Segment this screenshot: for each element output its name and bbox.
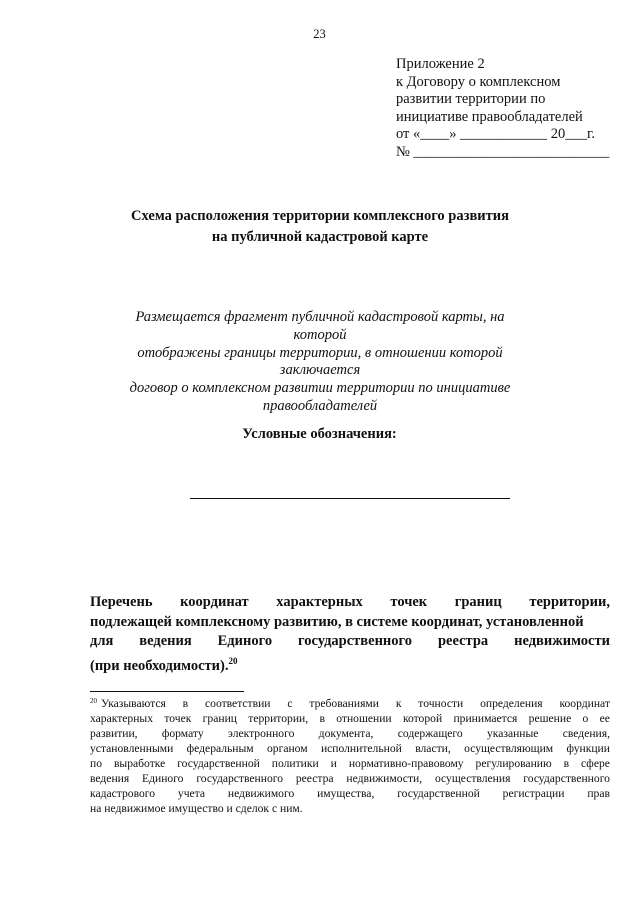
footnote-word: отношении bbox=[336, 712, 392, 725]
word: для bbox=[90, 633, 114, 649]
footnote-word: точности bbox=[418, 697, 464, 710]
placeholder-line: отображены границы территории, в отношении которой заключается bbox=[137, 344, 503, 379]
footnote-row bbox=[90, 756, 610, 771]
appendix-line: развитии территории по bbox=[396, 91, 546, 108]
footnote-last-line: на недвижимое имущество и сделок с ним. bbox=[90, 802, 303, 815]
footnote-word: к bbox=[395, 697, 402, 710]
footnote-word: характерных bbox=[90, 712, 154, 725]
footnote-row bbox=[90, 696, 610, 711]
word: государственного bbox=[298, 633, 413, 649]
footnote-word: соответствии bbox=[205, 697, 271, 710]
appendix-line: к Договору о комплексном bbox=[396, 73, 561, 90]
coordinates-paragraph bbox=[90, 593, 610, 676]
footnote-word: осуществления bbox=[434, 772, 511, 785]
footnote-word: власти, bbox=[415, 742, 451, 755]
placeholder-line: договор о комплексном развитии территории по инициативе bbox=[129, 380, 511, 397]
footnote-word: содержащего bbox=[397, 727, 463, 740]
appendix-line: инициативе правообладателей bbox=[396, 108, 583, 125]
footnote-word: $^{20}$ Указываются bbox=[90, 697, 166, 710]
map-placeholder-note bbox=[110, 309, 530, 416]
footnote-word: реестра bbox=[295, 772, 334, 785]
footnote-word: о bbox=[582, 712, 589, 725]
footnote-word: регулированию bbox=[475, 757, 552, 770]
footnote-word: точек bbox=[164, 712, 192, 725]
word: недвижимости bbox=[514, 633, 610, 649]
word: координат bbox=[180, 594, 249, 610]
placeholder-line: Размещается фрагмент публичной кадастровой карты, на которой bbox=[135, 309, 505, 343]
page-number: 23 bbox=[313, 27, 326, 41]
footnote-word: развитии, bbox=[90, 727, 138, 740]
word: территории, bbox=[529, 594, 610, 610]
footnote-reference[interactable]: 20 bbox=[228, 655, 238, 666]
document-title bbox=[80, 206, 560, 248]
footnote-word: решение bbox=[528, 712, 572, 725]
legend-blank-line bbox=[190, 498, 510, 499]
footnote-word: органом bbox=[266, 742, 308, 755]
footnote-word: ведения bbox=[90, 772, 130, 785]
word: ведения bbox=[139, 633, 192, 649]
word: характерных bbox=[276, 594, 363, 610]
footnote-marker: 20 bbox=[90, 697, 97, 705]
footnote-word: нормативно-правовому bbox=[348, 757, 464, 770]
legend-title: Условные обозначения: bbox=[242, 426, 397, 442]
footnote-word: государственного bbox=[196, 772, 284, 785]
footnote-word: документа, bbox=[318, 727, 374, 740]
appendix-date-line: от «____» ____________ 20___г. bbox=[396, 126, 595, 143]
word: Перечень bbox=[90, 594, 153, 610]
footnote-word: указанные bbox=[486, 727, 539, 740]
footnote-word: политики bbox=[271, 757, 319, 770]
footnote-word: исполнительной bbox=[320, 742, 402, 755]
footnote-word: имущества, bbox=[317, 787, 375, 800]
footnote bbox=[90, 696, 610, 816]
coords-row bbox=[90, 593, 610, 613]
footnote-word: формату bbox=[161, 727, 204, 740]
appendix-header bbox=[396, 56, 626, 162]
footnote-row bbox=[90, 786, 610, 801]
footnote-word: определения bbox=[480, 697, 543, 710]
footnote-separator bbox=[90, 691, 244, 692]
footnote-word: в bbox=[182, 697, 189, 710]
footnote-word: которой bbox=[402, 712, 443, 725]
word: границ bbox=[454, 594, 502, 610]
footnote-word: недвижимости, bbox=[346, 772, 423, 785]
footnote-word: регистрации bbox=[502, 787, 565, 800]
footnote-word: функции bbox=[566, 742, 610, 755]
footnote-row bbox=[90, 741, 610, 756]
coords-row bbox=[90, 632, 610, 652]
footnote-row bbox=[90, 771, 610, 786]
footnote-word: государственной bbox=[397, 787, 480, 800]
footnote-word: выработке bbox=[113, 757, 166, 770]
footnote-word: Единого bbox=[142, 772, 184, 785]
footnote-word: государственной bbox=[177, 757, 260, 770]
footnote-word: сведения, bbox=[562, 727, 610, 740]
footnote-word: по bbox=[90, 757, 103, 770]
footnote-word: прав bbox=[587, 787, 610, 800]
coords-row bbox=[90, 652, 610, 676]
footnote-word: и bbox=[330, 757, 337, 770]
footnote-word: государственного bbox=[523, 772, 610, 785]
footnote-word: границ bbox=[202, 712, 237, 725]
footnote-word: федеральным bbox=[186, 742, 254, 755]
placeholder-line: правообладателей bbox=[262, 397, 378, 414]
footnote-word: территории, bbox=[248, 712, 309, 725]
footnote-word: учета bbox=[177, 787, 206, 800]
appendix-line: Приложение 2 bbox=[396, 56, 485, 72]
footnote-word: принимается bbox=[453, 712, 518, 725]
footnote-word: с bbox=[287, 697, 293, 710]
title-line: Схема расположения территории комплексного развития bbox=[131, 208, 509, 224]
footnote-row bbox=[90, 726, 610, 741]
footnote-word: установленными bbox=[90, 742, 174, 755]
appendix-number-line: № ___________________________ bbox=[396, 143, 610, 160]
footnote-word: осуществляющим bbox=[464, 742, 554, 755]
footnote-word: в bbox=[319, 712, 325, 725]
title-line: на публичной кадастровой карте bbox=[211, 229, 429, 245]
footnote-word: в bbox=[563, 757, 570, 770]
coords-last-line: (при необходимости). bbox=[90, 657, 229, 674]
footnote-word: требованиями bbox=[309, 697, 379, 710]
footnote-word: сфере bbox=[581, 757, 610, 770]
coords-row: подлежащей комплексному развитию, в системе координат, установленной bbox=[90, 613, 584, 630]
footnote-word: кадастрового bbox=[90, 787, 156, 800]
footnote-row bbox=[90, 711, 610, 726]
word: точек bbox=[390, 594, 428, 610]
word: Единого bbox=[217, 633, 273, 649]
word: реестра bbox=[437, 633, 489, 649]
footnote-word: недвижимого bbox=[227, 787, 295, 800]
footnote-word: ее bbox=[599, 712, 610, 725]
footnote-word: координат bbox=[559, 697, 610, 710]
footnote-word: электронного bbox=[227, 727, 295, 740]
